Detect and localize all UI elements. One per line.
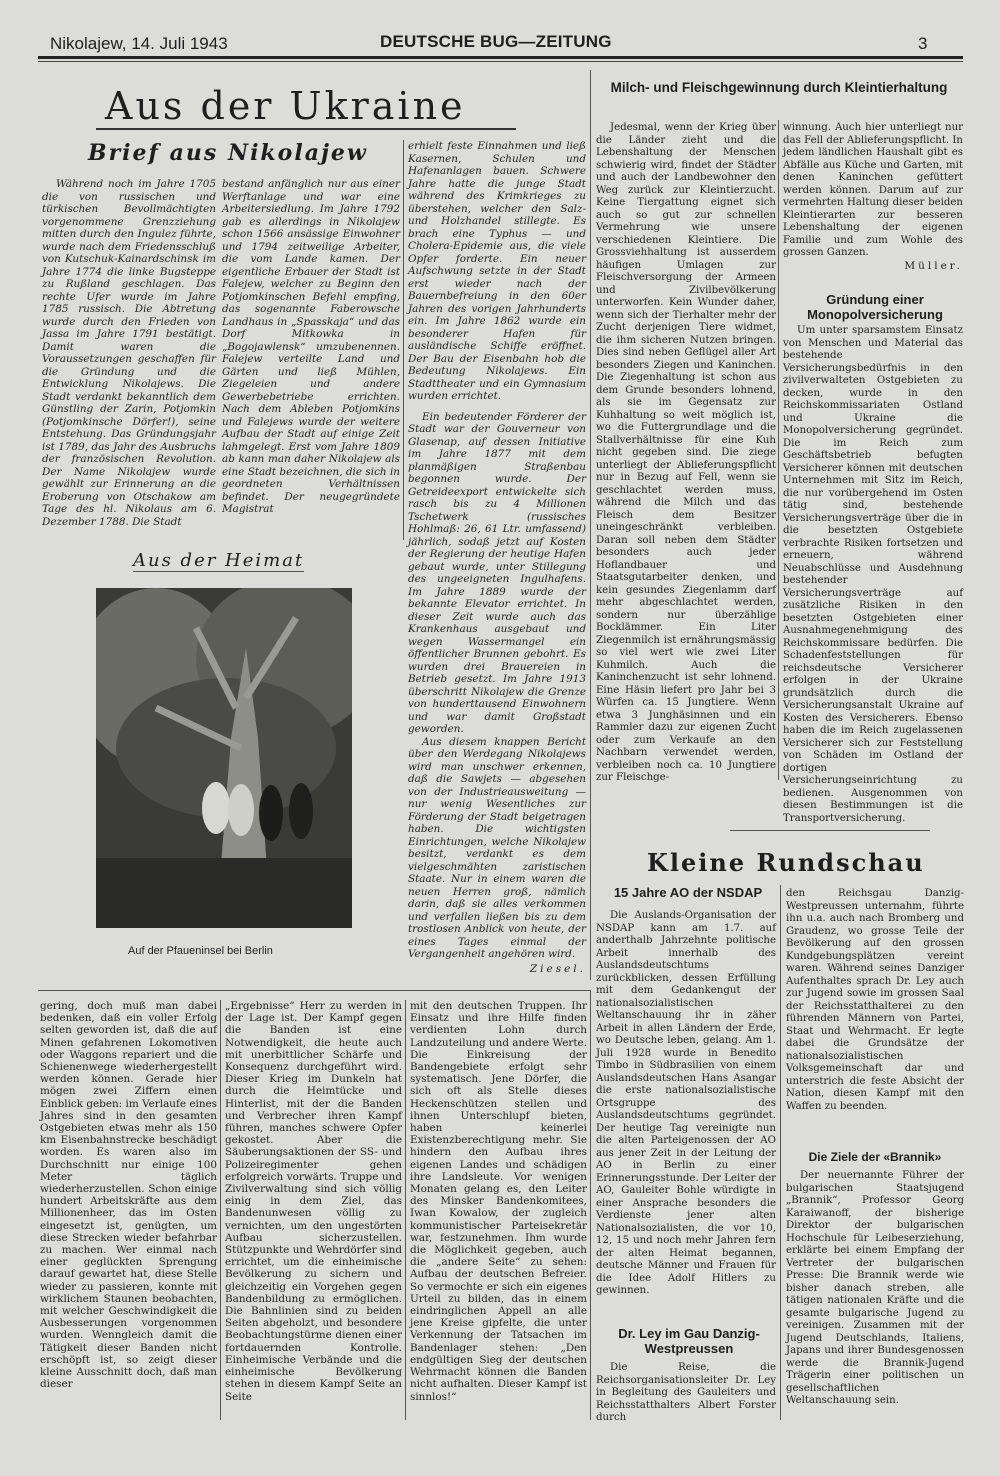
column-divider [590, 990, 591, 1420]
newspaper-name: DEUTSCHE BUG—ZEITUNG [380, 32, 612, 51]
article-title-monopol: Gründung einer Monopolversicherung [807, 292, 943, 322]
column-divider [220, 1000, 221, 1420]
photo-image [96, 588, 352, 928]
section-title: Aus der Ukraine [105, 84, 466, 128]
article-text: Während noch im Jahre 1705 die von russischen und türkischen Bevollmächtigten vorgenommene Grenzziehung mitten durch den Ingulez führte, wurde nach dem Friedensschluß von Kutschuk-Kainardschinsk im Jahre 1774 die linke Bugsteppe zu Rußland geschlagen. Das rechte Ufer wurde im Jahre 1785 russisch. Die Abtretung wurde durch den Frieden von Jassa im Jahre 1791 bestätigt. Damit waren die Voraussetzungen geschaffen für die Gründung und die Entwicklung Nikolajews. Die Stadt verdankt bekanntlich dem Günstling der Zarin, Potjomkin (Potjomkinsche Dörfer!), seine Entstehung. Das Gründungsjahr ist 1789, das Jahr des Ausbruchs der französischen Revolution. Der Name Nikolajew wurde gewählt zur Erinnerung an die Eroberung von Otschakow am Tage des hl. Nikolaus am 6. Dezember 1788. Die Stadt [42, 178, 216, 528]
article-text: bestand anfänglich nur aus einer Werftanlage und war eine Arbeitersiedlung. Im Jahre 1792 gab es allerdings in Nikolajew schon 1566 ansässige Einwohner und 1794 zeitweilige Arbeiter, die vom Lande kamen. Der eigentliche Erbauer der Stadt ist Falejew, welcher zu Beginn den Potjomkinschen Befehl empfing, das sogenannte Faberowsche Landhaus in „Spasskaja“ und das Dorf Mitkowka in „Bogojawlensk“ umzubenennen. Falejew verteilte Land und Gärten und ließ Mühlen, Ziegeleien und andere Gewerbebetriebe errichten. Nach dem Ableben Potjomkins und Falejews wurde der weitere Aufbau der Stadt auf einige Zeit lahmgelegt. Erst vom Jahre 1809 ab kann man daher Nikolajew als eine Stadt bezeichnen, die sich in geordneten Verhältnissen befindet. Der neugegründete Magistrat [222, 178, 400, 515]
bottom-column-2 [225, 1000, 402, 1403]
photo-pfaueninsel [96, 588, 352, 928]
rundschau-column-2 [786, 888, 964, 1113]
article-text: mit den deutschen Truppen. Ihr Einsatz und ihre Hilfe finden verdienten Lohn durch Landzuteilung und andere Werte. Die Einkreisung der Bandengebiete erfolgt sehr systematisch. Jene Dörfer, die sich oft als Stelle dieses Heckenschützen stellen und ihnen Unterschlupf bieten, haben keinerlei Existenzberechtigung mehr. Sie hindern den Aufbau ihres eigenen Landes und schädigen ihre Landsleute. Vor wenigen Monaten gelang es, den Leiter des Minsker Bandenkomitees, Iwan Kowalow, der zugleich kommunistischer Parteisekretär war, festzunehmen. Ihm wurde die Möglichkeit gegeben, auch die „andere Seite“ zu sehen: Aufbau der deutschen Befreier. So vermochte er sich ein eigenes Urteil zu bilden, das in einem eindringlichen Appell an alle jene Kreise gipfelte, die unter Verkennung der Tatsachen im Bandenlager stehen: „Den endgültigen Sieg der deutschen Wehrmacht können die Banden nicht aufhalten. Dieser Kampf ist sinnlos!“ [410, 1000, 587, 1403]
column-divider [780, 885, 781, 1420]
article-text: Aus diesem knappen Bericht über den Werdegang Nikolajews wird man unschwer erkennen, daß die Sawjets — abgesehen von der Industrieausweitung — nur wenig Wesentliches zur Förderung der Stadt beigetragen haben. Die wichtigsten Einrichtungen, welche Nikolajew besitzt, verdankt es dem vielgeschmähten zaristischen Staate. Nur in einem waren die neuen Herren groß, nämlich darin, daß sie alles verkommen und verfallen ließen bis zu dem trostlosen Anblick von heute, der eines Tages einmal der Vergangenheit angehören wird. [408, 735, 586, 960]
article-text: erhielt feste Einnahmen und ließ Kasernen, Schulen und Hafenanlagen bauen. Schwere Jahre hatte die junge Stadt während des Krimkrieges zu überstehen, welcher den Salz- und Holzhandel stillegte. Es brach eine Typhus — und Cholera-Epidemie aus, die viele Opfer forderte. Ein neuer Aufschwung setzte in der Stadt erst wieder nach der Bauernbefreiung in den 60er Jahren des vorigen Jahrhunderts ein. Im Jahre 1862 wurde ein besonderer Hafen für ausländische Schiffe eröffnet. Der Bau der Eisenbahn hob die Bedeutung Nikolajews. Ein Stadttheater und ein Gymnasium wurden errichtet. [408, 140, 586, 402]
photo-caption: Auf der Pfaueninsel bei Berlin [128, 945, 273, 957]
article-text: „Ergebnisse“ Herr zu werden in der Lage ist. Der Kampf gegen die Banden ist eine Notwendigkeit, die heute auch mit unerbittlicher Schärfe und Konsequenz durchgeführt wird. Dieser Krieg im Dunkeln hat durch die Heimtücke und Hinterlist, mit der die Banden und Verbrecher ihren Kampf führen, manches schwere Opfer gekostet. Aber die Säuberungsaktionen der SS- und Polizeiregimenter gehen erfolgreich vorwärts. Truppe und Zivilverwaltung sind sich völlig einig in dem Ziel, das Bandenunwesen völlig zu vernichten, um den ungestörten Aufbau sicherzustellen. Stützpunkte und Wehrdörfer sind errichtet, um die einheimische Bevölkerung zu sichern und gleichzeitig ein Vorgehen gegen Bandenbildung zu ermöglichen. Die Bahnlinien sind zu beiden Seiten abgeholzt, und besondere Beobachtungstürme dienen einer fortdauernden Kontrolle. Einheimische Verbände und die einheimische Bevölkerung stehen in diesem Kampf Seite an Seite [225, 1000, 402, 1403]
bottom-column-3 [410, 1000, 587, 1403]
ley-column [596, 1362, 776, 1425]
header-rule-thin [38, 61, 963, 62]
rundschau-title: Kleine Rundschau [647, 848, 925, 877]
brannik-column [786, 1170, 964, 1408]
milch-column-1 [596, 122, 776, 785]
article-signature: Müller. [904, 259, 963, 272]
article-column-2 [222, 178, 400, 516]
title-underline [96, 128, 516, 130]
article-text: Ein bedeutender Förderer der Stadt war der Gouverneur von Glasenap, auf dessen Initiative im Jahre 1877 mit dem planmäßigen Straßenbau begonnen wurde. Der Getreideexport entwickelte sich rasch bis zu 4 Millionen Tschetwerk (russisches Hohlmaß: 26, 61 Ltr. umfassend) jährlich, sodaß jetzt auf Kosten der Regierung der heutige Hafen gebaut wurde, unter Stillegung des ungeeigneten Ingulhafens. Im Jahre 1889 wurde der bekannte Elevator errichtet. In dieser Zeit wurde auch das Krankenhaus ausgebaut und wegen Wassermangel ein öffentlicher Brunnen gebohrt. Es wurden drei Brauereien in Betrieb gesetzt. Im Jahre 1913 überschritt Nikolajew die Grenze von hunderttausend Einwohnern und war damit Großstadt geworden. [408, 410, 586, 735]
article-text: gering, doch muß man dabei bedenken, daß ein voller Erfolg selten geworden ist, daß die auf Minen gefahrenen Lokomotiven oder Waggons repariert und die Schienenwege wiederhergestellt werden können. Gerade hier mögen zwei Ziffern einen Einblick geben: im Verlaufe eines Jahres sind in den gesamten Ostgebieten etwas mehr als 150 km Eisenbahnstrecke beschädigt worden. Es waren also im Durchschnitt nur einige 100 Meter täglich wiederherzustellen. Schon einige hundert Arbeitskräfte aus dem Millionenheer, das im Osten eingesetzt ist, genügten, um diese Strecken wieder befahrbar zu machen. Wer einmal nach einer geglückten Sprengung darauf gewartet hat, diese Stelle wieder zu passieren, konnte mit wirklichem Staunen beobachten, mit welcher Geschwindigkeit die Ausbesserungen vorgenommen wurden. Wenngleich damit die Tätigkeit dieser Banden nicht erschöpft ist, so zeigt dieser kleine Ausschnitt doch, daß man dieser [40, 1000, 217, 1391]
monopol-column [783, 325, 963, 825]
article-text: winnung. Auch hier unterliegt nur das Fell der Ablieferungspflicht. In jedem ländlichen Haushalt gibt es Abfälle aus Küche und Garten, mit denen Kaninchen gefüttert werden können. Darum auf zur vermehrten Haltung dieser beiden Kleintierarten zur besseren Lebenshaltung der eigenen Familie und zum Wohle des grossen Ganzen. [783, 122, 963, 258]
column-divider [778, 120, 779, 780]
article-text: den Reichsgau Danzig-Westpreussen unternahm, führte ihn u.a. auch nach Bromberg und Graudenz, wo grosse Teile der Bevölkerung auf den grossen Kundgebungsplätzen vereint waren. Während seines Danziger Aufenthaltes sprach Dr. Ley auch zur Jugend sowie im grossen Saal der Reichsstatthalterei zu den führenden Männern von Partei, Staat und Wehrmacht. Er legte dabei die Grundsätze der nationalsozialistischen Volksgemeinschaft dar und unterstrich die feste Absicht der Nation, diesen Kampf mit den Waffen zu beenden. [786, 888, 964, 1112]
column-divider [405, 1000, 406, 1420]
article-title-ao: 15 Jahre AO der NSDAP [613, 885, 763, 900]
page-number: 3 [918, 34, 928, 53]
photo-section-title: Aus der Heimat [133, 550, 305, 571]
article-text: Die Reise, die Reichsorganisationsleiter Dr. Ley in Begleitung des Gauleiters und Reichsstatthalters Albert Forster durch [596, 1362, 776, 1423]
header-date: Nikolajew, 14. Juli 1943 [50, 34, 228, 53]
article-text: Jedesmal, wenn der Krieg über die Länder zieht und die Lebenshaltung der Menschen schwierig wird, findet der Städter und auch der Landbewohner den Weg zurück zur Kleintierzucht. Keine Tiergattung eignet sich auch so gut zur schnellen Vermehrung wie unsere verschiedenen Kleintiere. Die Grossviehhaltung ist ausserdem häufigen Umlagen zur Fleischversorgung der Armeen und Zivilbevölkerung unterworfen. Kein Wunder daher, wenn sich der Tierhalter mehr der Zucht derjenigen Tiere widmet, die ihm sicheren Nutzen bringen. Dies sind neben Geflügel aller Art besonders Ziegen und Kaninchen. Die Ziegenhaltung ist schon aus dem Grunde besonders lohnend, als sie im Gegensatz zur Kuhhaltung so weit möglich ist, wo die Futtergrundlage und die Stallverhältnisse für eine Kuh nicht gegeben sind. Die ziege unterliegt der Ablieferungspflicht nur in Bezug auf Fell, wenn sie geschlachtet werden muss, während die Milch und das Fleisch dem Besitzer uneingeschränkt verbleiben. Daran soll neben dem Städter besonders auch jeder Hoflandbauer und Staatsgutarbeiter denken, und kein gesundes Ziegenlamm darf mehr abgeschlachtet werden, sondern nur überzählige Bocklämmer. Ein Liter Ziegenmilch ist ernährungsmässig so viel wert wie zwei Liter Kuhmilch. Auch die Kaninchenzucht ist sehr lohnend. Eine Häsin liefert pro Jahr bei 3 Würfen ca. 15 Jungtiere. Wenn etwa 3 Junghäsinnen und ein Rammler dazu zur eigenen Zucht oder zum Verkaufe an den Nachbarn verwendet werden, verbleiben noch ca. 10 Jungtiere zur Fleischge- [596, 122, 776, 783]
article-column-1 [42, 178, 216, 528]
milch-column-2 [783, 122, 963, 272]
article-signature: Ziesel. [529, 962, 586, 975]
article-title-ley: Dr. Ley im Gau Danzig-Westpreussen [618, 1326, 760, 1356]
section-rule [730, 830, 930, 831]
article-text: Um unter sparsamstem Einsatz von Menschen und Material das bestehende Versicherungsbedürfnis in den zivilverwalteten Ostgebieten zu decken, wurde in den Reichskommissariaten Ostland und Ukraine die Monopolversicherung gegründet. Die im Reich zum Geschäftsbetrieb befugten Versicherer können mit deutschen Unternehmen mit Sitz im Reich, die nur vorübergehend im Osten tätig sind, bestehende Versicherungsverträge über die in die besetzten Ostgebiete verbrachte Risiken fortsetzen und erneuern, während Neuabschlüsse und Ausdehnung bestehender Versicherungsverträge auf zusätzliche Risiken in den besetzten Ostgebieten einer Ausnahmegenehmigung des Reichskommissare bedürfen. Die Schadenfeststellungen für reichsdeutsche Versicherer erfolgen in der Ukraine grundsätzlich durch die Versicherungsanstalt Ukraine auf Kosten des Versicherers. Ebenso haben die im Reich zugelassenen Versicherer sich zur Feststellung von Schäden im Ostland der dortigen Versicherungseinrichtung zu bedienen. Ausgenommen von diesen Bestimmungen ist die Transportversicherung. [783, 325, 963, 824]
article-title-milch: Milch- und Fleischgewinnung durch Kleintierhaltung [610, 80, 948, 95]
column-divider [590, 70, 591, 980]
header-rule [38, 56, 963, 59]
article-title-brannik: Die Ziele der «Brannik» [808, 1150, 942, 1164]
ao-column [596, 910, 776, 1298]
article-column-3 [408, 140, 586, 975]
column-divider [403, 140, 404, 540]
article-subtitle: Brief aus Nikolajew [88, 140, 368, 166]
article-text: Der neuernannte Führer der bulgarischen Staatsjugend „Brannik“, Professor Georg Karaiwanoff, der bisherige Direktor der bulgarischen Hochschule für Leibeserziehung, erklärte bei einem Empfang der Vertreter der bulgarischen Presse: Die Brannik werde wie bisher danach streben, alle tätigen nationalen Kräfte und die gesamte bulgarische Jugend zu vereinigen. Zusammen mit der Jugend Deutschlands, Italiens, Japans und ihrer Bundesgenossen werde die Brannik-Jugend Trägerin einer politischen un gesellschaftlichen Weltanschauung sein. [786, 1170, 964, 1406]
section-rule [38, 990, 591, 991]
bottom-column-1 [40, 1000, 217, 1391]
article-text: Die Auslands-Organisation der NSDAP kann am 1.7. auf anderthalb Jahrzehnte politische Arbeit innerhalb des Auslandsdeutschtums zurückblicken, dessen Erfüllung mit dem Gedankengut der nationalsozialistischen Weltanschauung ihr in zäher Arbeit in allen Ländern der Erde, wo Deutsche leben, gelang. Am 1. Juli 1928 wurde in Benedito Timbo in Südbrasilien von einem Auslandsdeutschen Hans Asangar die erste nationalsozialistische Ortsgruppe des Auslandsdeutschtums gegründet. Der heutige Tag vereinigte nun die alten Parteigenossen der AO aus jener Zeit in der Leitung der AO in Berlin zu einer Erinnerungsstunde. Der Leiter der AO, Gauleiter Bohle würdigte in einer Ansprache besonders die Verdienste jener alten Nationalsozialisten, die vor 10, 12, 15 und noch mehr Jahren fern der alten Heimat begannen, deutsche Männer und Frauen für die Idee Adolf Hitlers zu gewinnen. [596, 910, 776, 1296]
